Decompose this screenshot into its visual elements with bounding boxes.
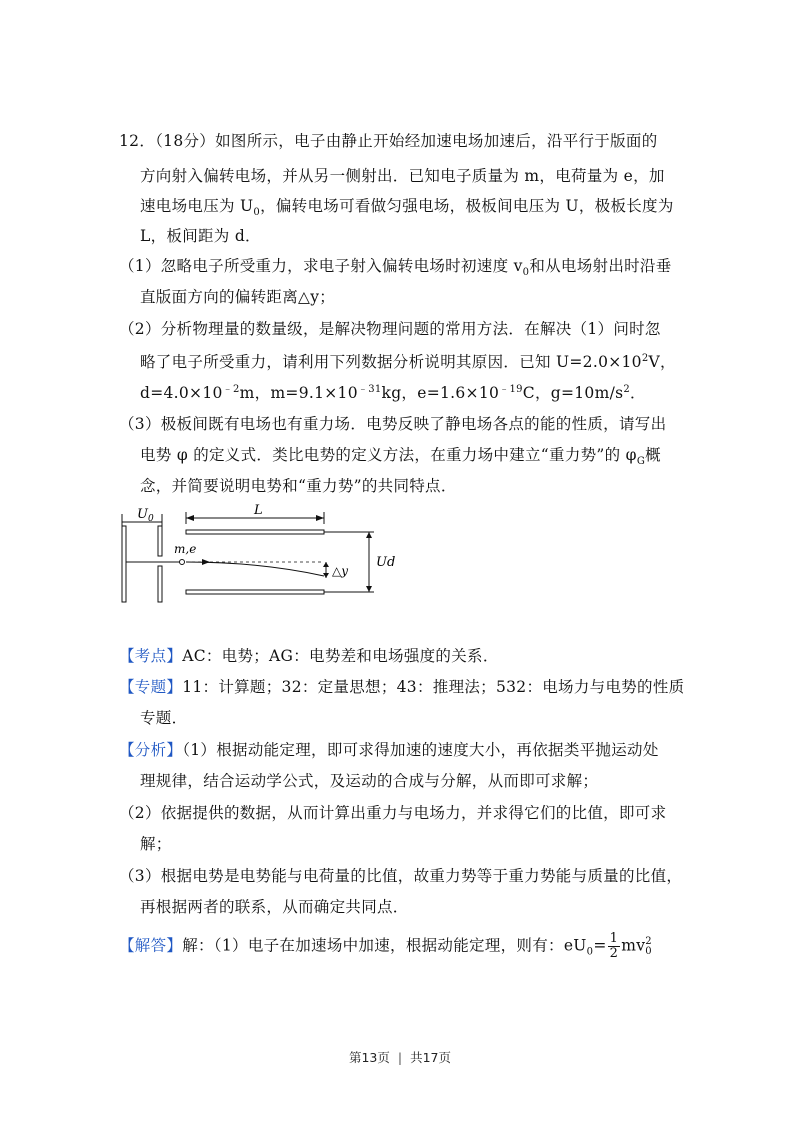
zhuanti-text-1: 11：计算题；32：定量思想；43：推理法；532：电场力与电势的性质 — [182, 678, 685, 696]
ud-label: Ud — [376, 555, 396, 570]
fenxi-line-4 — [140, 834, 172, 854]
zhuanti-tag: 【专题】 — [119, 678, 183, 696]
zhuanti-line-1 — [119, 677, 684, 697]
question-1-text-b: 和从电场射出时沿垂 — [529, 257, 672, 275]
subscript: 0 — [522, 267, 530, 279]
question-3-text-3: 念，并简要说明电势和“重力势”的共同特点． — [140, 477, 457, 495]
question-3-text-2a: 电势 φ 的定义式．类比电势的定义方法，在重力场中建立“重力势”的 φ — [140, 446, 637, 464]
question-2-text-2b: V， — [648, 353, 676, 371]
l-arrow-right — [316, 515, 324, 521]
question-1-line-2 — [140, 287, 335, 307]
deflection-figure — [110, 500, 410, 610]
superscript: ﹣31 — [357, 383, 382, 395]
l-arrow-left — [186, 515, 194, 521]
fenxi-line-6 — [140, 897, 409, 917]
page-number: 第13页 — [348, 1050, 390, 1065]
problem-line-1 — [119, 131, 658, 151]
fenxi-text-2b: 解； — [140, 835, 172, 853]
question-2-line-1 — [119, 319, 661, 339]
question-1-text-a: （1）忽略电子所受重力，求电子射入偏转电场时初速度 v — [119, 257, 523, 275]
equals-sign: = — [593, 936, 607, 955]
v-subscript: 0 — [645, 945, 652, 957]
question-2-text-3-part: m，m=9.1×10 — [239, 384, 358, 402]
question-2-text-2a: 略了电子所受重力，请利用下列数据分析说明其原因．已知 U=2.0×10 — [140, 353, 642, 371]
kaodian-line — [119, 646, 499, 666]
fraction-one-half — [608, 932, 621, 961]
fenxi-line-5 — [119, 866, 682, 886]
v-superscript: 2 — [645, 935, 652, 947]
trajectory-arrow — [202, 559, 210, 565]
question-2-text-3-part: C，g=10m/s — [522, 384, 624, 402]
question-3-text-1: （3）极板间既有电场也有重力场．电势反映了静电场各点的能的性质，请写出 — [119, 415, 667, 433]
question-2-text-3-part: kg，e=1.6×10 — [381, 384, 500, 402]
question-2-text-3-part: ． — [630, 384, 646, 402]
page-footer — [0, 1048, 800, 1066]
problem-number: 12． — [119, 132, 156, 150]
question-3-line-2 — [140, 445, 661, 468]
question-1-text-2: 直版面方向的偏转距离△y； — [140, 288, 336, 306]
kaodian-text: AC：电势；AG：电势差和电场强度的关系． — [182, 647, 499, 665]
zhuanti-text-2: 专题． — [140, 709, 188, 727]
question-2-text-1: （2）分析物理量的数量级，是解决物理问题的常用方法．在解决（1）问时忽 — [119, 320, 661, 338]
electron-dot — [180, 560, 185, 565]
accelerating-plate-right-upper — [158, 526, 162, 556]
superscript: ﹣2 — [222, 383, 240, 395]
fenxi-text-2a: （2）依据提供的数据，从而计算出重力与电场力，并求得它们的比值，即可求 — [119, 804, 667, 822]
deflection-plate-upper — [186, 530, 324, 534]
jieda-text: 解：（1）电子在加速场中加速，根据动能定理，则有：eU — [182, 936, 587, 955]
jieda-line — [119, 932, 652, 961]
problem-stem-3a: 速电场电压为 U — [140, 197, 254, 215]
zhuanti-line-2 — [140, 708, 187, 728]
superscript: ﹣19 — [499, 383, 523, 395]
page-total: 共17页 — [410, 1050, 452, 1065]
subscript: G — [636, 456, 646, 468]
problem-score: （18分） — [155, 132, 216, 150]
problem-stem-2: 方向射入偏转电场，并从另一侧射出．已知电子质量为 m，电荷量为 e，加 — [140, 167, 665, 185]
fenxi-tag: 【分析】 — [119, 741, 183, 759]
problem-stem-1: 如图所示，电子由静止开始经加速电场加速后，沿平行于版面的 — [215, 132, 658, 150]
fenxi-text-1a: （1）根据动能定理，即可求得加速的速度大小，再依据类平抛运动处 — [182, 741, 659, 759]
superscript: 2 — [641, 352, 649, 364]
ud-arrow-up — [366, 532, 372, 538]
footer-separator: | — [397, 1050, 403, 1065]
v-sup-sub — [645, 937, 652, 957]
problem-stem-4: L，板间距为 d． — [140, 227, 261, 245]
u0-label: $U_0$ — [137, 507, 154, 524]
problem-line-2 — [140, 166, 665, 186]
fenxi-line-3 — [119, 803, 666, 823]
problem-line-3 — [140, 196, 674, 219]
subscript: 0 — [253, 207, 261, 219]
question-2-line-3 — [140, 383, 646, 403]
fenxi-text-3a: （3）根据电势是电势能与电荷量的比值，故重力势等于重力势能与质量的比值， — [119, 867, 683, 885]
question-1-line-1 — [119, 256, 672, 279]
electron-label: m,e — [174, 542, 197, 556]
problem-line-4 — [140, 226, 261, 246]
jieda-tag: 【解答】 — [119, 936, 183, 955]
fenxi-line-2 — [140, 771, 598, 791]
fenxi-text-1b: 理规律，结合运动学公式，及运动的合成与分解，从而即可求解； — [140, 772, 599, 790]
kaodian-tag: 【考点】 — [119, 647, 183, 665]
subscript: 0 — [586, 946, 594, 958]
question-3-line-1 — [119, 414, 666, 434]
problem-stem-3b: ，偏转电场可看做匀强电场，极板间电压为 U，极板长度为 — [260, 197, 674, 215]
fraction-numerator: 1 — [609, 931, 619, 946]
deflection-plate-lower — [186, 590, 324, 594]
fenxi-line-1 — [119, 740, 659, 760]
accelerating-plate-left — [122, 526, 126, 602]
superscript: 2 — [623, 383, 631, 395]
l-label: L — [254, 503, 263, 518]
ud-arrow-down — [366, 586, 372, 592]
question-2-line-2 — [140, 352, 676, 372]
fraction-denominator: 2 — [609, 946, 619, 961]
accelerating-plate-right-lower — [158, 566, 162, 602]
question-2-text-3-part: d=4.0×10 — [140, 384, 223, 402]
dy-label: △y — [332, 564, 349, 578]
question-3-text-2b: 概 — [645, 446, 661, 464]
dy-arrow-up — [323, 562, 329, 567]
question-3-line-3 — [140, 476, 457, 496]
fenxi-text-3b: 再根据两者的联系，从而确定共同点． — [140, 898, 409, 916]
electron-trajectory — [186, 562, 324, 576]
mv-text: mv — [621, 936, 646, 955]
